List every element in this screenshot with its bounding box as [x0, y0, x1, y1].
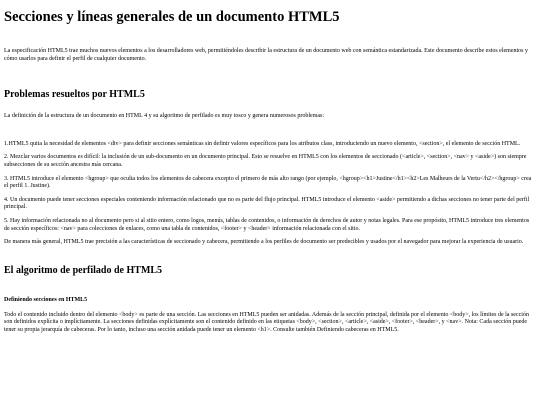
- problem-item: 4. Un documento puede tener secciones especiales conteniendo información relacionado que no es parte del flujo principal. HTML5 introduce el elemento <aside> permitiendo a dichas secciones no tener parte del perfil principal.: [4, 196, 530, 211]
- page-title: Secciones y líneas generales de un documento HTML5: [4, 9, 340, 25]
- section-heading-problems: Problemas resueltos por HTML5: [4, 89, 145, 101]
- problem-item: 5. Hay información relacionada no al documento pero si al sitio entero, como logos, menús, tablas de contenidos, o información de derechos de autor y notas legales. Para ese propósito, HTML5 introduce tres elementos de sección específicos: <nav> para colecciones de enlaces, como una tabla de contenidos, <footer> y <header> información relacionada con el sitio.: [4, 217, 530, 232]
- problem-item: 3. HTML5 introduce el elemento <hgroup> que oculta todos los elementos de cabecera excepto el primero de más alto rango (por ejemplo, <hgroup><h1>Justine</h1><h2>Les Malheurs de la Vertu</h2></hgroup> crea el perfil 1. Justine).: [4, 175, 532, 190]
- algorithm-body-paragraph: Todo el contenido incluido dentro del elemento <body> es parte de una sección. Las secciones en HTML5 pueden ser anidadas. Además de la sección principal, definida por el elemento <body>, los límites de la sección son definidos explícita o implícitamente. La secciones definidas explícitamente son el contenido definido en las etiquetas <body>, <section>, <article>, <aside>, <footer>, <header>, y <nav>. Nota: Cada sección puede tener su propia jerarquía de cabeceras. Por lo tanto, incluso una sección anidada puede tener un elemento <h1>. Consulte también Definiendo cabeceras en HTML5.: [4, 311, 529, 333]
- section-heading-algorithm: El algoritmo de perfilado de HTML5: [4, 264, 163, 276]
- subsection-heading-defining-sections: Definiendo secciones en HTML5: [4, 296, 88, 303]
- problem-item: 2. Mezclar varios documentos es difícil: la inclusión de un sub-documento en un documento principal. Esto se resuelve en HTML5 con los elementos de seccionado (<article>, <section>, <nav> y <aside>) son siempre subsecciones de su sección ancestra más cercana.: [4, 154, 527, 168]
- problems-closing-paragraph: De manera más general, HTML5 trae precisión a las características de seccionado y cabecera, permitiendo a los perfiles de documento ser predecibles y usados por el navegador para mejorar la experiencia de usuario.: [4, 239, 524, 246]
- intro-paragraph: La especificación HTML5 trae muchos nuevos elementos a los desarrolladores web, permitiéndoles describir la estructura de un documento web con semántica estandarizada. Este documento describe estos elementos y cómo usarlos para definir el perfil de cualquier documento.: [4, 48, 528, 62]
- problems-lead-paragraph: La definición de la estructura de un documento en HTML 4 y su algoritmo de perfilado es muy tosco y genera numerosos problemas:: [4, 113, 325, 120]
- problem-item: 1.HTML5 quita la necesidad de elementos <div> para definir secciones semánticas sin definir valores específicos para los atributos class, introduciendo un nuevo elemento, <section>, el elemento de sección HTML.: [4, 140, 521, 147]
